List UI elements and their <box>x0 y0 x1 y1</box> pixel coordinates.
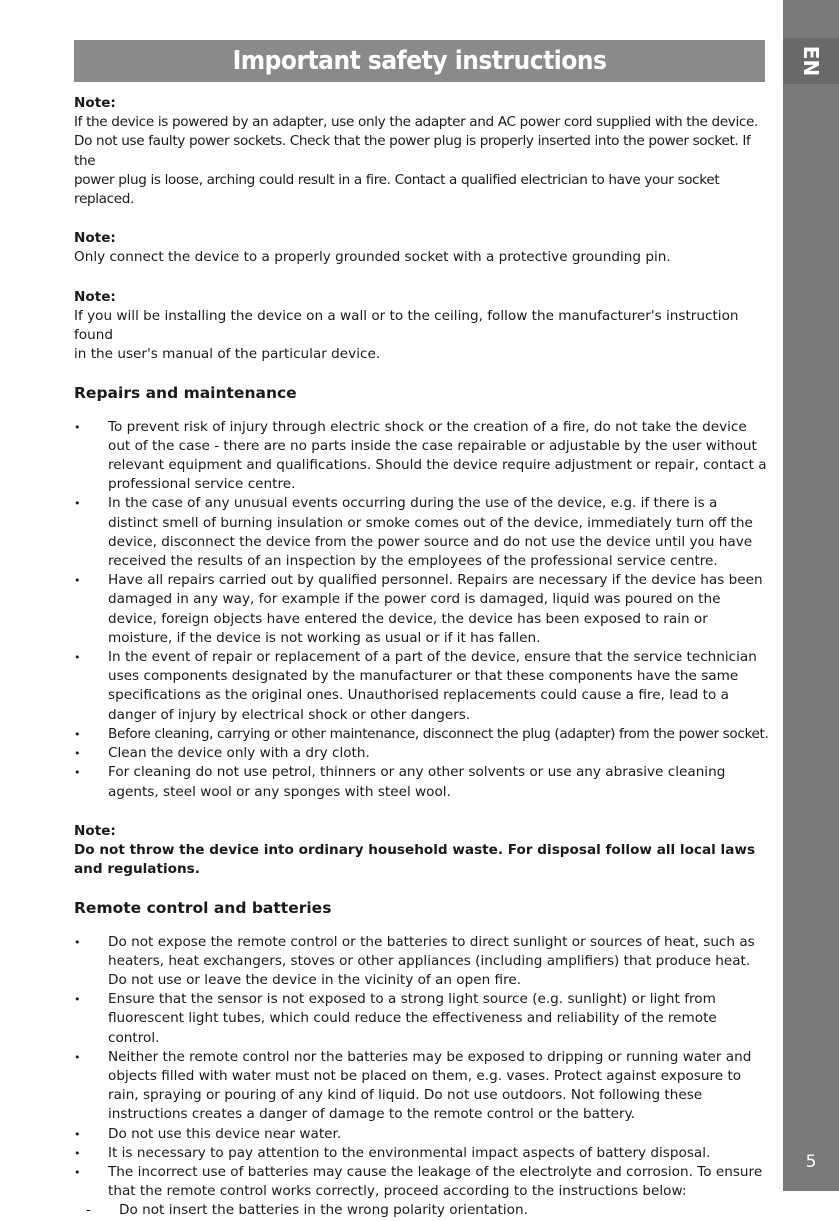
list-item: • In the event of repair or replacement of a part of the device, ensure that the service technician uses components designated by the manufacturer or that these components have the same specifications as the original ones. Unauthorised replacements could cause a fire, lead to a danger of injury by electrical shock or other dangers. <box>74 648 769 725</box>
repairs-section <box>74 384 769 801</box>
title-bar <box>74 40 765 82</box>
list-item: • In the case of any unusual events occurring during the use of the device, e.g. if there is a distinct smell of burning insulation or smoke comes out of the device, immediately turn off the device, disconnect the device from the power source and do not use the device until you have received the results of an inspection by the employees of the professional service centre. <box>74 494 769 571</box>
disposal-note <box>74 822 769 880</box>
list-item: • To prevent risk of injury through electric shock or the creation of a fire, do not take the device out of the case - there are no parts inside the case repairable or adjustable by the user without relevant equipment and qualifications. Should the device require adjustment or repair, contact a professional service centre. <box>74 418 769 495</box>
list-item: • Do not expose the remote control or the batteries to direct sunlight or sources of heat, such as heaters, heat exchangers, stoves or other appliances (including amplifiers) that produce heat. Do not use or leave the device in the vicinity of an open fire. <box>74 933 769 991</box>
note-line: in the user's manual of the particular device. <box>74 346 381 363</box>
remote-section <box>74 899 769 1220</box>
remote-sublist <box>74 1201 769 1220</box>
repairs-list <box>74 418 769 802</box>
disposal-text: Do not throw the device into ordinary household waste. For disposal follow all local laws and regulations. <box>74 841 756 878</box>
note-line: power plug is loose, arching could result in a fire. Contact a qualified electrician to have your socket replaced. <box>74 171 720 208</box>
list-item: • The incorrect use of batteries may cause the leakage of the electrolyte and corrosion. To ensure that the remote control works correctly, proceed according to the instructions below: <box>74 1163 769 1201</box>
list-item: • Do not use this device near water. <box>74 1125 769 1144</box>
note-label: Note: <box>74 95 116 111</box>
sub-list-item: - Do not insert the batteries in the wrong polarity orientation. <box>74 1201 769 1220</box>
list-item: • Ensure that the sensor is not exposed to a strong light source (e.g. sunlight) or light from fluorescent light tubes, which could reduce the effectiveness and reliability of the remote control. <box>74 990 769 1048</box>
note-block <box>74 229 769 267</box>
note-label: Note: <box>74 288 116 305</box>
note-line: Do not use faulty power sockets. Check that the power plug is properly inserted into the power socket. If the <box>74 133 751 169</box>
repairs-heading: Repairs and maintenance <box>74 384 297 403</box>
list-item: • Before cleaning, carrying or other maintenance, disconnect the plug (adapter) from the power socket. <box>74 725 769 744</box>
language-tab <box>783 38 839 84</box>
content <box>74 94 769 1221</box>
note-label: Note: <box>74 230 116 247</box>
remote-list <box>74 933 769 1202</box>
side-strip <box>783 0 839 1191</box>
page-number: 5 <box>805 1152 817 1172</box>
note-line: Only connect the device to a properly grounded socket with a protective grounding pin. <box>74 249 671 266</box>
note-line: If you will be installing the device on a wall or to the ceiling, follow the manufacturer's instruction found <box>74 307 739 344</box>
list-item: • Clean the device only with a dry cloth. <box>74 744 769 763</box>
note-line: If the device is powered by an adapter, use only the adapter and AC power cord supplied with the device. <box>74 114 759 131</box>
remote-heading: Remote control and batteries <box>74 899 332 918</box>
page-title: Important safety instructions <box>232 46 607 76</box>
list-item: • Neither the remote control nor the batteries may be exposed to dripping or running water and objects filled with water must not be placed on them, e.g. vases. Protect against exposure to rain, spraying or pouring of any kind of liquid. Do not use outdoors. Not following these instructions creates a danger of damage to the remote control or the battery. <box>74 1048 769 1125</box>
list-item: • Have all repairs carried out by qualified personnel. Repairs are necessary if the device has been damaged in any way, for example if the power cord is damaged, liquid was poured on the device, foreign objects have entered the device, the device has been exposed to rain or moisture, if the device is not working as usual or if it has fallen. <box>74 571 769 648</box>
note-block <box>74 94 769 209</box>
note-block <box>74 288 769 365</box>
note-label: Note: <box>74 822 116 839</box>
list-item: • For cleaning do not use petrol, thinners or any other solvents or use any abrasive cleaning agents, steel wool or any sponges with steel wool. <box>74 763 769 801</box>
list-item: • It is necessary to pay attention to the environmental impact aspects of battery disposal. <box>74 1144 769 1163</box>
language-label: EN <box>799 45 823 77</box>
